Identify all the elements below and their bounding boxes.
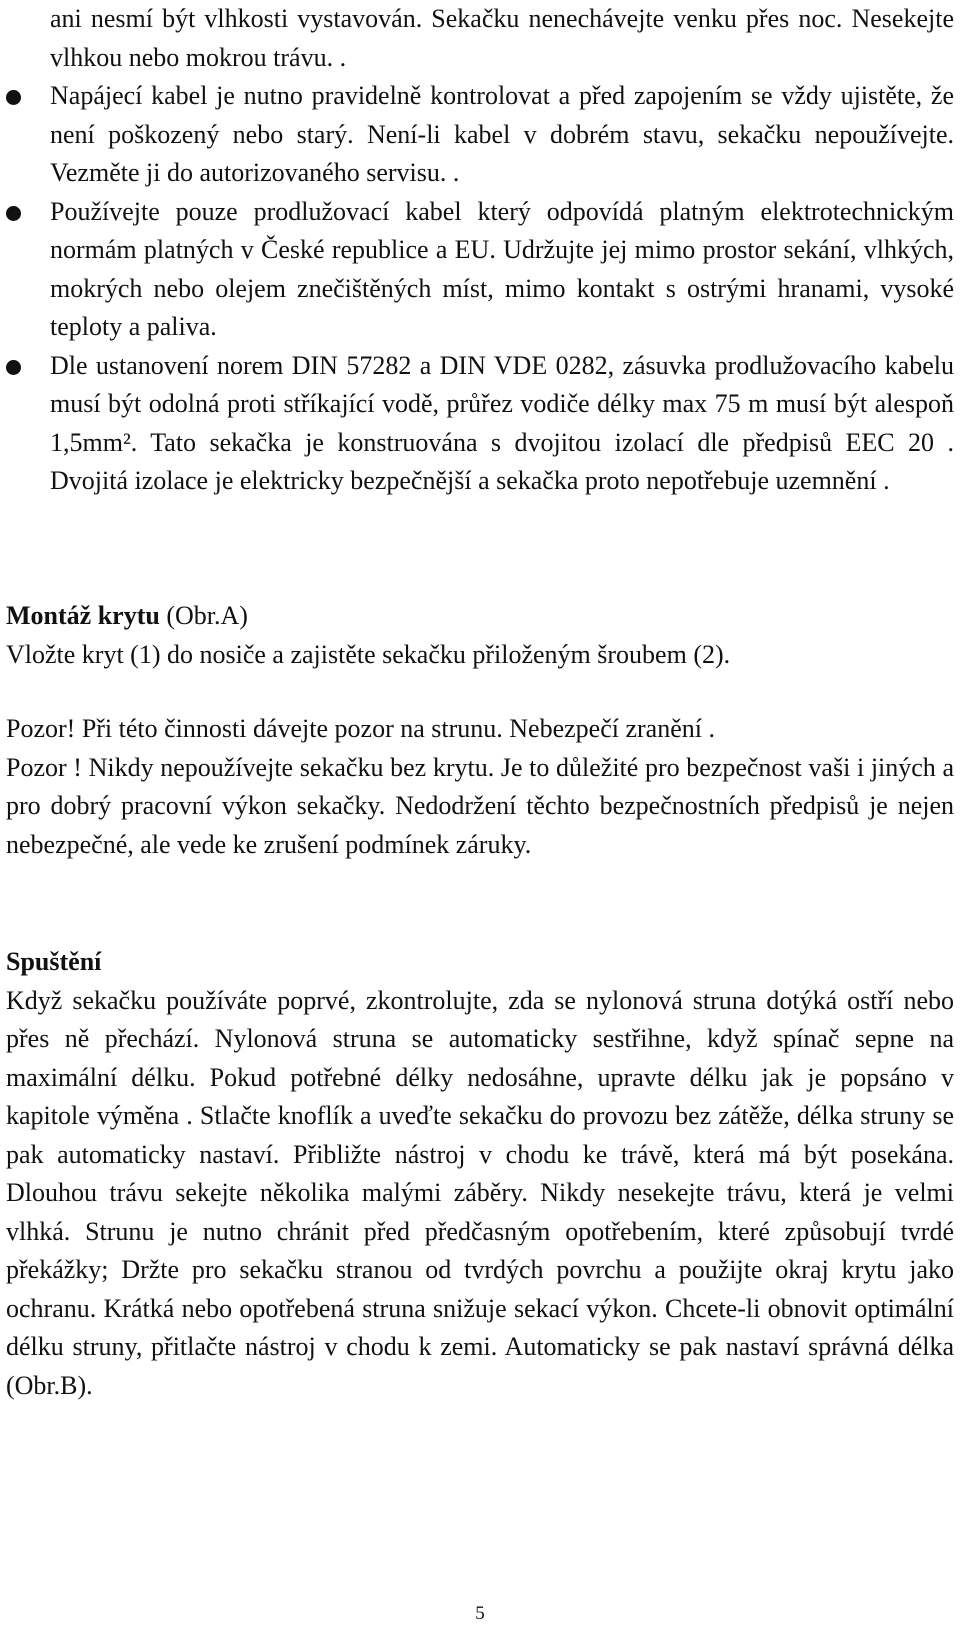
page-number: 5 xyxy=(475,1603,485,1624)
bullet-text: Napájecí kabel je nutno pravidelně kontrolovat a před zapojením se vždy ujistěte, že není poškozený nebo starý. Není-li kabel v dobrém stavu, sekačku nepoužívejte. Vezměte ji do autorizovaného servisu. . xyxy=(50,81,954,187)
bullet-dot-icon xyxy=(6,360,21,375)
pozor-line: Pozor! Při této činnosti dávejte pozor na strunu. Nebezpečí zranění . xyxy=(6,714,715,743)
section-heading-spusteni: Spuštění xyxy=(6,947,102,976)
section-montaz xyxy=(6,597,954,674)
safety-bullet-list xyxy=(6,0,954,501)
bullet-text: Dle ustanovení norem DIN 57282 a DIN VDE 0282, zásuvka prodlužovacího kabelu musí být odolná proti stříkající vodě, průřez vodiče délky max 75 m musí být alespoň 1,5mm². Tato sekačka je konstruována s dvojitou izolací dle předpisů EEC 20 . Dvojitá izolace je elektricky bezpečnější a sekačka proto nepotřebuje uzemnění . xyxy=(50,350,954,495)
spusteni-paragraph: Když sekačku používáte poprvé, zkontrolujte, zda se nylonová struna dotýká ostří nebo přes ně přechází. Nylonová struna se automaticky sestřihne, když spínač sepne na maximální délku. Pokud potřebné délky nedosáhne, upravte délku jak je popsáno v kapitole výměna . Stlačte knoflík a uveďte sekačku do provozu bez zátěže, délka struny se pak automaticky nastaví. Přibližte nástroj v chodu ke trávě, která má být posekána. Dlouhou trávu sekejte několika malými záběry. Nikdy nesekejte trávu, která je velmi vlhká. Strunu je nutno chránit před předčasným opotřebením, které způsobují tvrdé překážky; Držte pro sekačku stranou od tvrdých povrchu a použijte okraj krytu jako ochranu. Krátká nebo opotřebená struna snižuje sekací výkon. Chcete-li obnovit optimální délku struny, přitlačte nástroj v chodu k zemi. Automaticky se pak nastaví správná délka (Obr.B). xyxy=(6,985,954,1400)
bullet-dot-icon xyxy=(6,90,21,105)
bullet-text: Používejte pouze prodlužovací kabel který odpovídá platným elektrotechnickým normám platných v České republice a EU. Udržujte jej mimo prostor sekání, vlhkých, mokrých nebo olejem znečištěných míst, mimo kontakt s ostrými hranami, vysoké teploty a paliva. xyxy=(50,196,954,341)
section-heading-montaz xyxy=(6,597,954,636)
bullet-item-din-standards xyxy=(6,347,954,501)
pozor-paragraph: Pozor ! Nikdy nepoužívejte sekačku bez krytu. Je to důležité pro bezpečnost vaši i jiných a pro dobrý pracovní výkon sekačky. Nedodržení těchto bezpečnostních předpisů je nejen nebezpečné, ale vede ke zrušení podmínek záruky. xyxy=(6,752,954,859)
bullet-item-continued xyxy=(6,0,954,77)
montaz-paragraph: Vložte kryt (1) do nosiče a zajistěte sekačku přiloženým šroubem (2). xyxy=(6,639,731,669)
heading-suffix: (Obr.A) xyxy=(159,601,248,630)
bullet-dot-icon xyxy=(6,206,21,221)
bullet-item-power-cable xyxy=(6,77,954,193)
bullet-item-extension-cable xyxy=(6,193,954,347)
heading-text: Montáž krytu xyxy=(6,601,160,630)
section-pozor xyxy=(6,710,954,864)
section-spusteni xyxy=(6,943,954,1405)
bullet-text: ani nesmí být vlhkosti vystavován. Sekačku nenechávejte venku přes noc. Nesekejte vlhkou nebo mokrou trávu. . xyxy=(50,4,954,72)
